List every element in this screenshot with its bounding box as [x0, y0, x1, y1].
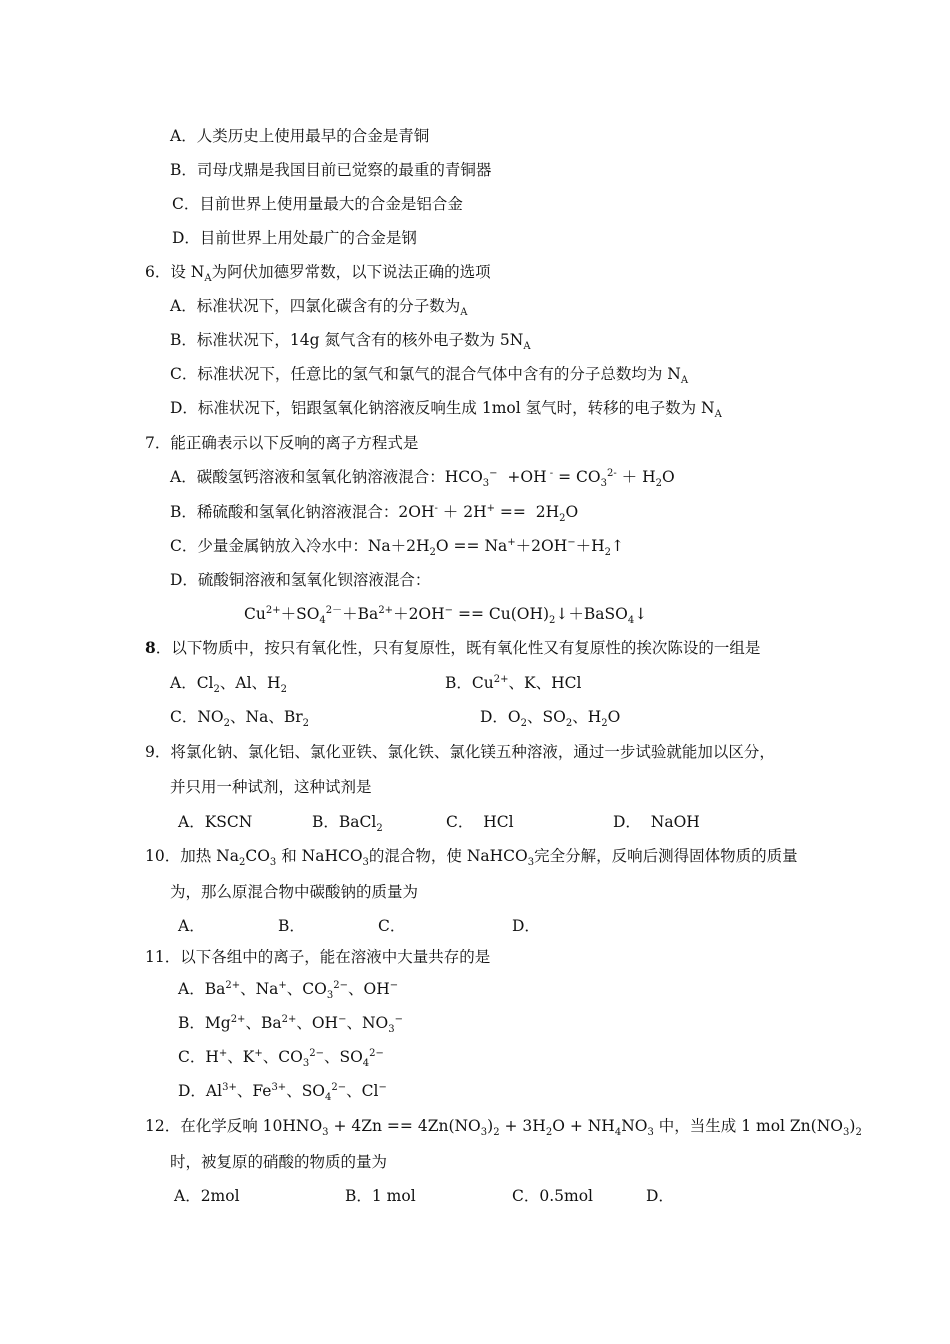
q12-option-d: D．	[646, 1187, 674, 1205]
q6-option-a: A．标准状况下，四氯化碳含有的分子数为$_A$	[170, 297, 468, 319]
q7-option-c: C．少量金属钠放入冷水中：$Na+2H_2O$ == $Na^++2OH^-+H_2↑$	[170, 536, 625, 559]
q8-option-d: D．$O_2$、$SO_2$、$H_2O$	[480, 708, 621, 730]
q9-stem-line2: 并只用一种试剂，这种试剂是	[170, 778, 372, 796]
q11-option-c: C．H+、K+、$CO_3^{2-}$、$SO_4^{2-}$	[178, 1047, 384, 1070]
q6-option-d: D．标准状况下，铝跟氢氧化钠溶液反响生成 1mol 氢气时，转移的电子数为 $N_A$	[170, 399, 722, 421]
q10-option-a: A．	[178, 917, 205, 935]
q8-option-a: A．$Cl_2$、Al、$H_2$	[170, 674, 287, 696]
q8-stem: 8．以下物质中，按只有氧化性，只有复原性，既有氧化性又有复原性的挨次陈设的一组是	[145, 638, 761, 657]
q6-option-b: B．标准状况下，14g 氮气含有的核外电子数为 $5N_A$	[170, 331, 531, 353]
q7-option-b: B．稀硫酸和氢氧化钠溶液混合：$2OH^- + 2H^+ == 2H_2O$	[170, 502, 579, 525]
q8-option-b: B．$Cu^{2+}$、K、HCl	[445, 673, 582, 692]
q5-option-d: D．目前世界上用处最广的合金是钢	[172, 229, 417, 247]
q12-option-c: C．0.5mol	[512, 1187, 593, 1205]
q9-option-d: D． NaOH	[613, 813, 700, 831]
q6-stem: 6．设 $N_A$为阿伏加德罗常数，以下说法正确的选项	[145, 263, 491, 285]
q11-stem: 11．以下各组中的离子，能在溶液中大量共存的是	[145, 948, 491, 966]
q7-option-a: A．碳酸氢钙溶液和氢氧化钠溶液混合：$HCO_3^- +OH$ $^- = CO_3^{2-} + H_2O$	[170, 467, 675, 490]
q9-option-b: B．BaCl$_2$	[312, 813, 383, 835]
q10-stem-line1: 10．加热 $Na_2CO_3$ 和 NaHCO$_3$的混合物，使 NaHCO$_3$完全分解，反响后测得固体物质的质量	[145, 847, 798, 869]
q12-option-b: B．1 mol	[345, 1187, 416, 1205]
q5-option-b: B．司母戊鼎是我国目前已觉察的最重的青铜器	[170, 161, 492, 179]
q10-option-d: D．	[512, 917, 540, 935]
q11-option-d: D．$Al^{3+}$、$Fe^{3+}$、$SO_4^{2-}$、Cl−	[178, 1081, 387, 1104]
q9-stem-line1: 9．将氯化钠、氯化铝、氯化亚铁、氯化铁、氯化镁五种溶液，通过一步试验就能加以区分，	[145, 743, 775, 761]
q7-option-d: D．硫酸铜溶液和氢氧化钡溶液混合：	[170, 571, 431, 589]
q10-stem-line2: 为，那么原混合物中碳酸钠的质量为	[170, 883, 419, 901]
q8-option-c: C．$NO_2$、Na、$Br_2$	[170, 708, 309, 730]
q5-option-c: C．目前世界上使用量最大的合金是铝合金	[172, 195, 463, 213]
q7-stem: 7．能正确表示以下反响的离子方程式是	[145, 434, 419, 452]
q9-option-c: C． HCl	[446, 813, 514, 831]
q7-option-d-equation: $Cu^{2+}+SO_4^{2-}+Ba^{2+}+2OH^-$ == $Cu(OH)_2↓+BaSO_4↓$	[244, 604, 648, 627]
q9-option-a: A．KSCN	[178, 813, 253, 831]
q5-option-a: A．人类历史上使用最早的合金是青铜	[170, 127, 430, 145]
q11-option-a: A．$Ba^{2+}$、Na+、$CO_3^{2-}$、OH−	[178, 979, 399, 1002]
q6-option-c: C．标准状况下，任意比的氢气和氯气的混合气体中含有的分子总数均为 $N_A$	[170, 365, 689, 387]
q12-stem-line1: 12．在化学反响 $10HNO_3 + 4Zn == 4Zn(NO_3)_2 + 3H_2O + NH_4NO_3$ 中，当生成 1 mol $Zn(NO_3)_2$	[145, 1117, 862, 1139]
q10-option-b: B．	[278, 917, 305, 935]
q12-option-a: A．2mol	[174, 1187, 240, 1205]
q11-option-b: B．$Mg^{2+}$、$Ba^{2+}$、OH−、$NO_3^-$	[178, 1013, 403, 1036]
q8-number: 8	[145, 638, 156, 657]
q12-stem-line2: 时，被复原的硝酸的物质的量为	[170, 1153, 388, 1171]
q10-option-c: C．	[378, 917, 406, 935]
